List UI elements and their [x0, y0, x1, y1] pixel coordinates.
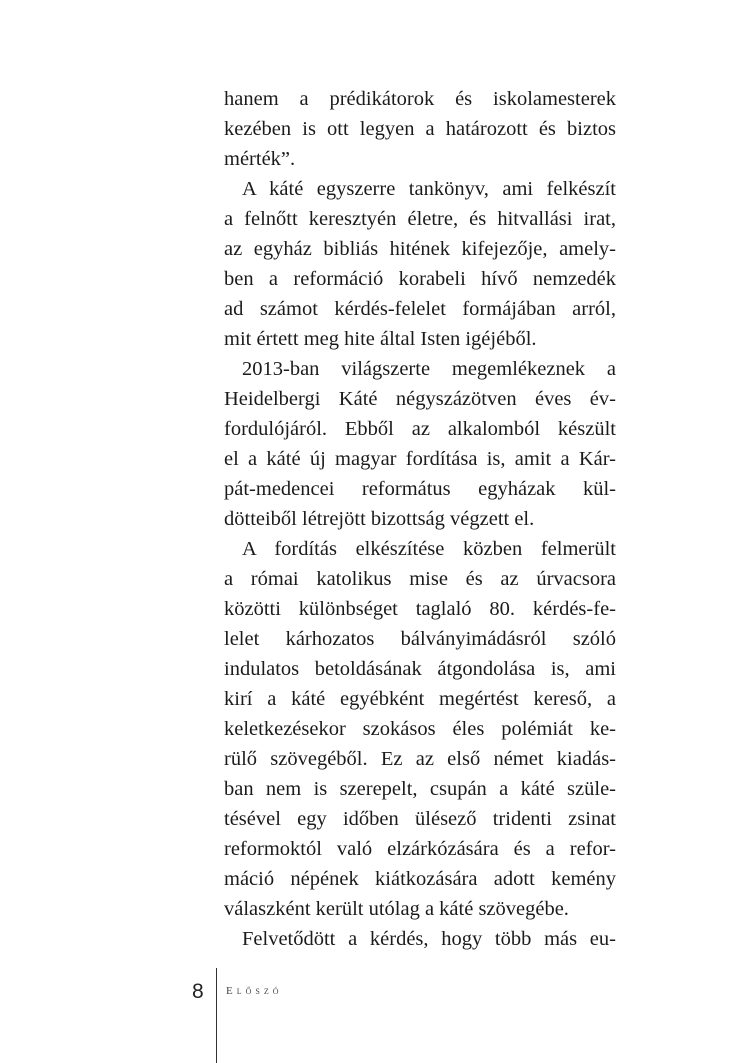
text-line: dötteiből létrejött bizottság végzett el. [224, 508, 535, 530]
paragraph [224, 534, 616, 924]
text-line: Heidelbergi Káté négyszázötven éves év- [224, 388, 616, 410]
text-line: el a káté új magyar fordítása is, amit a Kár- [224, 448, 616, 470]
text-line: A fordítás elkészítése közben felmerült [242, 538, 616, 560]
paragraph [224, 84, 616, 174]
text-line: mit értett meg hite által Isten igéjéből. [224, 328, 537, 350]
text-line: keletkezésekor szokásos éles polémiát ke- [224, 718, 616, 740]
text-line: A káté egyszerre tankönyv, ami felkészít [242, 178, 616, 200]
text-line: az egyház bibliás hitének kifejezője, amely- [224, 238, 616, 260]
text-line: ban nem is szerepelt, csupán a káté szüle- [224, 778, 616, 800]
text-line: 2013-ban világszerte megemlékeznek a [242, 358, 616, 380]
text-line: kezében is ott legyen a határozott és biztos [224, 118, 616, 140]
page-number: 8 [192, 980, 204, 1003]
text-line: reformoktól való elzárkózására és a refor- [224, 838, 616, 860]
footer-divider [216, 968, 217, 1063]
text-line: rülő szövegéből. Ez az első német kiadás- [224, 748, 616, 770]
text-line: ad számot kérdés-felelet formájában arról, [224, 298, 616, 320]
text-line: ben a reformáció korabeli hívő nemzedék [224, 268, 616, 290]
text-line: indulatos betoldásának átgondolása is, ami [224, 658, 616, 680]
text-line: a római katolikus mise és az úrvacsora [224, 568, 616, 590]
body-text [224, 84, 616, 954]
text-line: válaszként került utólag a káté szövegébe. [224, 898, 569, 920]
text-line: mérték”. [224, 148, 296, 170]
text-line: máció népének kiátkozására adott kemény [224, 868, 616, 890]
text-line: hanem a prédikátorok és iskolamesterek [224, 88, 616, 110]
text-line: a felnőtt keresztyén életre, és hitvallási irat, [224, 208, 616, 230]
text-line: Felvetődött a kérdés, hogy több más eu- [242, 928, 616, 950]
section-title: Előszó [226, 985, 283, 997]
text-line: tésével egy időben ülésező tridenti zsinat [224, 808, 616, 830]
text-line: pát-medencei református egyházak kül- [224, 478, 616, 500]
text-line: kirí a káté egyébként megértést kereső, a [224, 688, 616, 710]
text-line: közötti különbséget taglaló 80. kérdés-fe- [224, 598, 616, 620]
paragraph [224, 354, 616, 534]
paragraph [224, 174, 616, 354]
page-footer [192, 968, 392, 1063]
text-line: lelet kárhozatos bálványimádásról szóló [224, 628, 616, 650]
text-line: fordulójáról. Ebből az alkalomból készült [224, 418, 616, 440]
paragraph [224, 924, 616, 954]
